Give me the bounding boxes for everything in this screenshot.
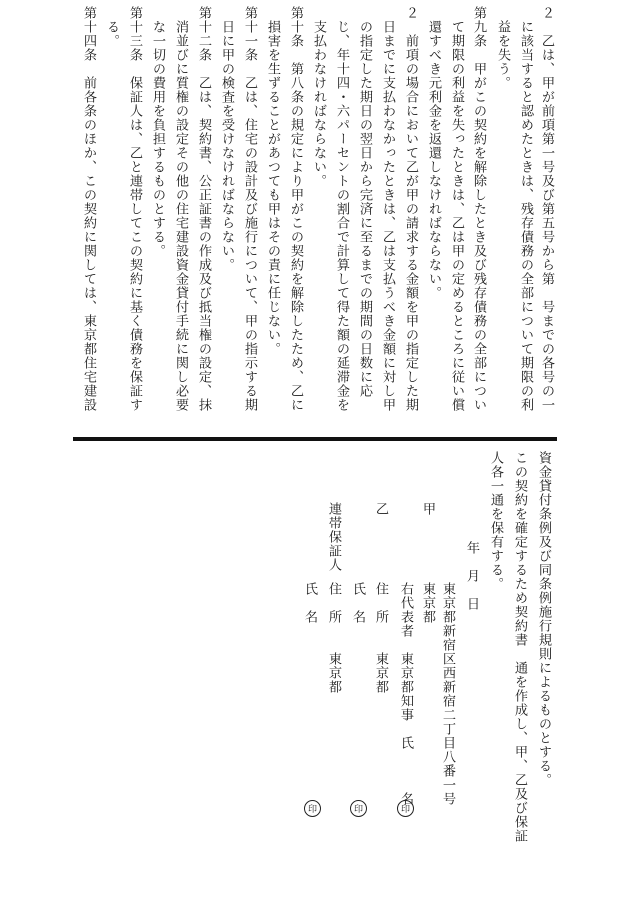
section-divider xyxy=(73,437,557,441)
closing-text-column: この契約を確定するため契約書 通を作成し、甲、乙及び保証 xyxy=(512,451,527,843)
clause-column: 消並びに質権の設定その他の住宅建設資金貸付手続に関し必要 xyxy=(173,20,188,412)
clause-column: 日までに支払わなかったときは、乙は支払うべき金額に対し甲 xyxy=(380,20,395,412)
borrower-role: 乙 xyxy=(373,502,388,516)
clause-column: 第九条 甲がこの契約を解除したとき及び残存債務の全部につい xyxy=(471,6,486,412)
guarantor-name: 氏 名 xyxy=(302,582,317,624)
borrower-name: 氏 名 xyxy=(350,582,365,624)
clause-column: 益を失う。 xyxy=(495,20,510,90)
clause-column: る。 xyxy=(104,20,119,48)
clause-column: 第十一条 乙は、住宅の設計及び施行について、甲の指示する期 xyxy=(242,6,257,412)
clause-column: 支払わなければならない。 xyxy=(311,20,326,188)
closing-text-column: 資金貸付条例及び同条例施行規則によるものとする。 xyxy=(536,451,551,787)
lender-role: 甲 xyxy=(420,502,435,516)
guarantor-role: 連帯保証人 xyxy=(326,502,341,572)
clause-column: 第十二条 乙は、契約書、公正証書の作成及び抵当権の設定、抹 xyxy=(196,6,211,412)
clause-column: 第十三条 保証人は、乙と連帯してこの契約に基く債務を保証す xyxy=(127,6,142,412)
signature-section xyxy=(0,445,630,915)
date-line: 年 月 日 xyxy=(464,541,479,611)
guarantor-address: 住 所 東京都 xyxy=(326,582,341,694)
closing-text-column: 人各一通を保有する。 xyxy=(488,451,503,591)
borrower-address: 住 所 東京都 xyxy=(373,582,388,694)
lender-representative: 右代表者 東京都知事 氏 名 xyxy=(398,582,413,806)
clause-column: じ、年十四・六パーセントの割合で計算して得た額の延滞金を xyxy=(334,20,349,412)
contract-clauses-section xyxy=(0,0,630,436)
clause-column: 日に甲の検査を受けなければならない。 xyxy=(219,20,234,272)
borrower-seal-icon: 印 xyxy=(350,800,367,817)
lender-seal-icon: 印 xyxy=(397,800,414,817)
lender-entity: 東京都 xyxy=(420,582,435,624)
clause-column: ２ 乙は、甲が前項第一号及び第五号から第 号までの各号の一 xyxy=(539,6,554,412)
clause-column: て期限の利益を失ったときは、乙は甲の定めるところに従い償 xyxy=(449,20,464,412)
lender-address: 東京都新宿区西新宿二丁目八番一号 xyxy=(440,582,455,806)
clause-column: 還すべき元利金を返還しなければならない。 xyxy=(426,20,441,300)
clause-column: 第十条 第八条の規定により甲がこの契約を解除したため、乙に xyxy=(288,6,303,412)
clause-column: ２ 前項の場合において乙が甲の請求する金額を甲の指定した期 xyxy=(403,6,418,412)
clause-column: の指定した期日の翌日から完済に至るまでの期間の日数に応 xyxy=(357,20,372,398)
clause-column: 第十四条 前各条のほか、この契約に関しては、東京都住宅建設 xyxy=(81,6,96,412)
clause-column: に該当すると認めたときは、残存債務の全部について期限の利 xyxy=(518,20,533,412)
clause-column: な一切の費用を負担するものとする。 xyxy=(150,20,165,258)
clause-column: 損害を生ずることがあつても甲はその責に任じない。 xyxy=(265,20,280,356)
guarantor-seal-icon: 印 xyxy=(304,800,321,817)
